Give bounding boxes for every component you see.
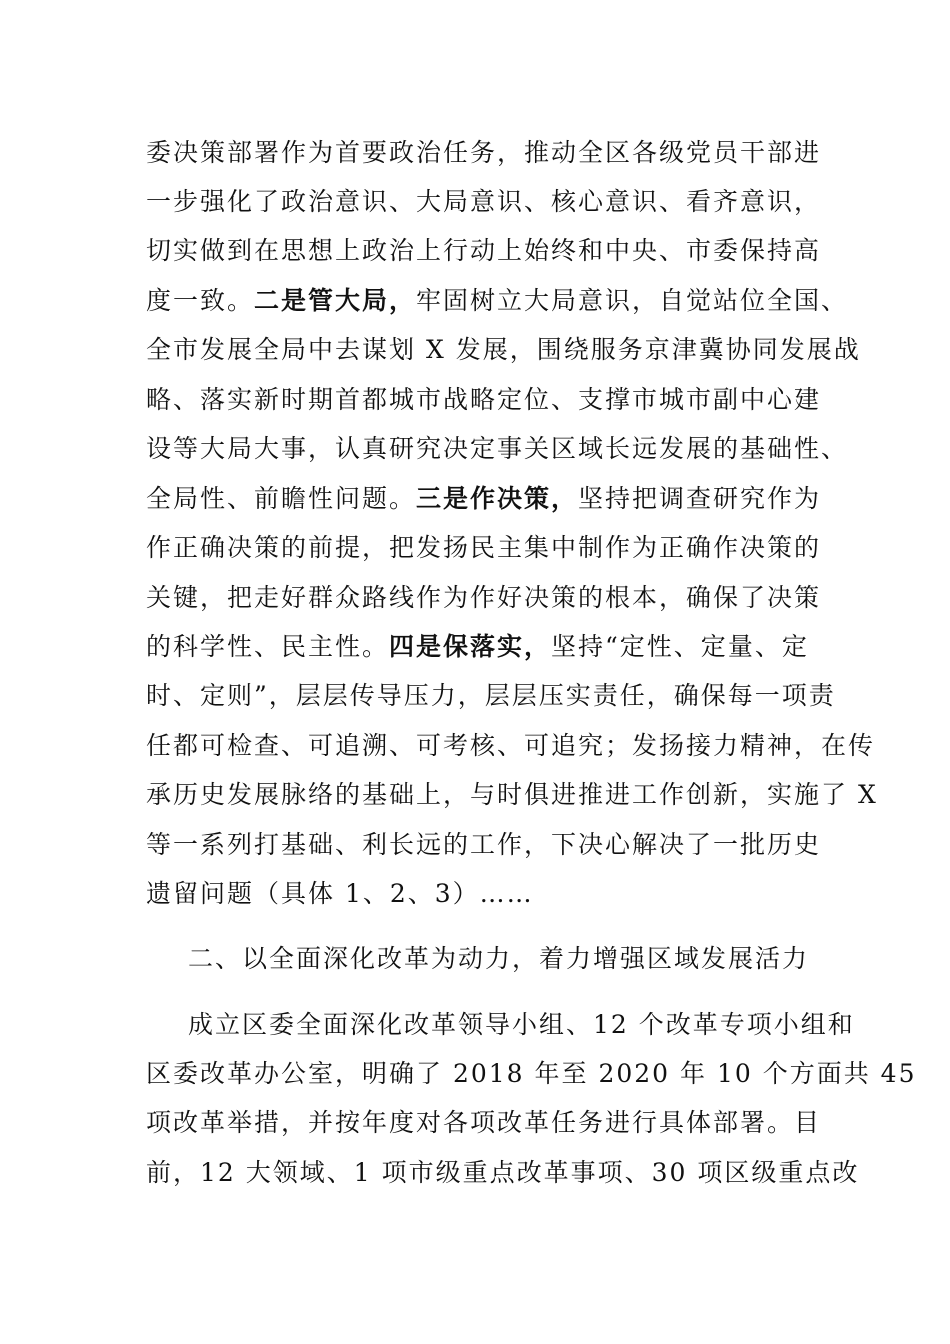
paragraph-line: 遗留问题（具体 1、2、3）…… [146,879,534,908]
paragraph-line: 任都可检查、可追溯、可考核、可追究；发扬接力精神，在传 [146,731,876,760]
paragraph-line: 作正确决策的前提，把发扬民主集中制作为正确作决策的 [146,533,822,562]
text-run: 坚持“定性、定量、定 [551,632,809,661]
paragraph-line: 项改革举措，并按年度对各项改革任务进行具体部署。目 [146,1108,822,1137]
paragraph-line [146,630,809,664]
bold-heading-run: 二是管大局， [254,286,417,315]
paragraph-line: 一步强化了政治意识、大局意识、核心意识、看齐意识， [146,187,822,216]
paragraph-line: 承历史发展脉络的基础上，与时俱进推进工作创新，实施了 X [146,780,878,809]
bold-heading-run: 三是作决策， [416,484,579,513]
paragraph-line: 关键，把走好群众路线作为作好决策的根本，确保了决策 [146,583,822,612]
paragraph-line: 等一系列打基础、利长远的工作，下决心解决了一批历史 [146,830,822,859]
paragraph-line [146,482,821,516]
paragraph-line: 前，12 大领域、1 项市级重点改革事项、30 项区级重点改 [146,1158,860,1187]
paragraph-line: 切实做到在思想上政治上行动上始终和中央、市委保持高 [146,236,822,265]
text-run: 坚持把调查研究作为 [578,484,822,513]
text-run: 的科学性、民主性。 [146,632,390,661]
paragraph-line: 委决策部署作为首要政治任务，推动全区各级党员干部进 [146,138,822,167]
bold-heading-run: 四是保落实， [389,632,552,661]
text-run: 全局性、前瞻性问题。 [146,484,417,513]
paragraph-line: 略、落实新时期首都城市战略定位、支撑市城市副中心建 [146,385,822,414]
paragraph-line: 成立区委全面深化改革领导小组、12 个改革专项小组和 [188,1010,855,1039]
paragraph-line: 全市发展全局中去谋划 X 发展，围绕服务京津冀协同发展战 [146,335,861,364]
paragraph-line: 时、定则”，层层传导压力，层层压实责任，确保每一项责 [146,681,836,710]
text-run: 牢固树立大局意识，自觉站位全国、 [416,286,849,315]
section-heading: 二、以全面深化改革为动力，着力增强区域发展活力 [188,944,810,973]
paragraph-line: 设等大局大事，认真研究决定事关区域长远发展的基础性、 [146,434,849,463]
paragraph-line [146,284,848,318]
paragraph-line: 区委改革办公室，明确了 2018 年至 2020 年 10 个方面共 45 [146,1059,917,1088]
text-run: 度一致。 [146,286,255,315]
